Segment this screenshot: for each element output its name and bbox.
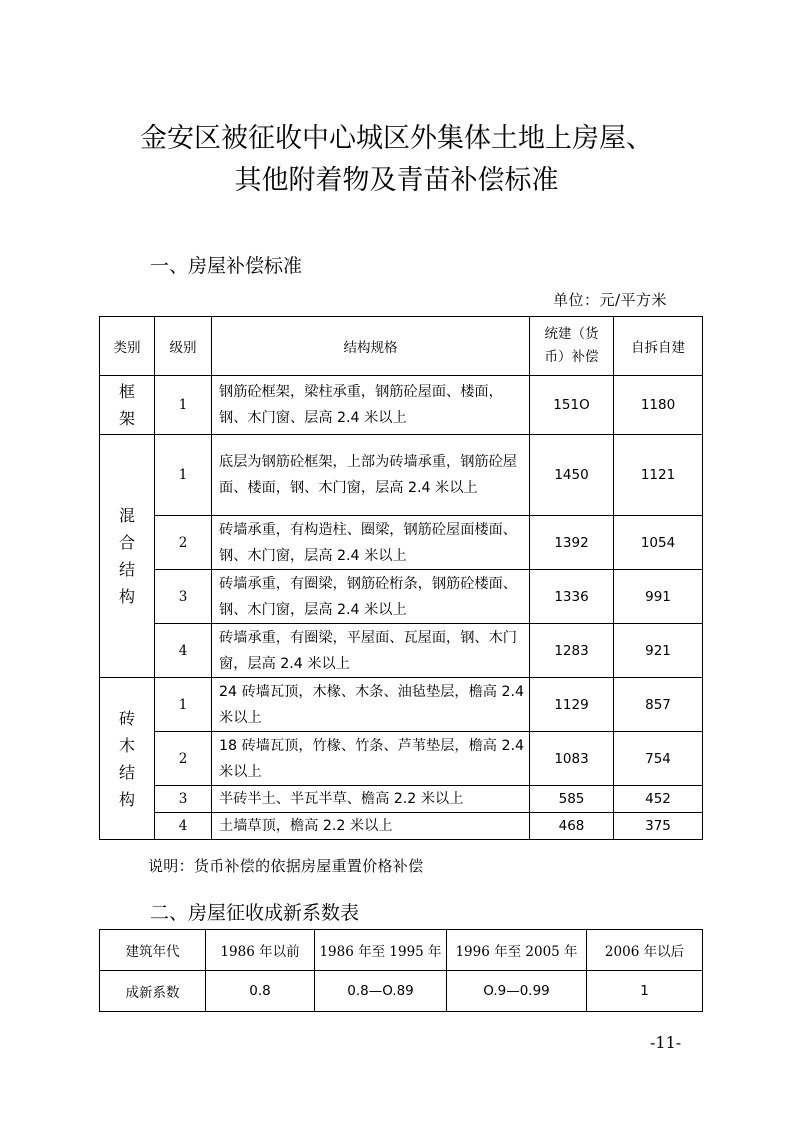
unified-value: 1336 <box>530 570 614 624</box>
level-cell: 1 <box>155 376 212 435</box>
spec-cell: 砖墙承重，有圈梁，平屋面、瓦屋面，钢、木门窗，层高 2.4 米以上 <box>212 624 530 678</box>
self-build-value: 1121 <box>614 435 703 516</box>
self-build-value: 1180 <box>614 376 703 435</box>
header-build-year: 建筑年代 <box>100 930 206 971</box>
table-row <box>100 516 703 570</box>
row-label-coefficient: 成新系数 <box>100 971 206 1012</box>
header-unified-line-1: 统建（货 <box>544 326 599 342</box>
spec-cell: 底层为钢筋砼框架，上部为砖墙承重，钢筋砼屋面、楼面，钢、木门窗，层高 2.4 米以上 <box>212 435 530 516</box>
header-category: 类别 <box>100 317 155 376</box>
category-char: 砖 <box>118 708 135 728</box>
title-line-1: 金安区被征收中心城区外集体土地上房屋、 <box>140 123 653 154</box>
level-cell: 3 <box>155 570 212 624</box>
coefficient-value: 0.8—O.89 <box>315 971 447 1012</box>
category-char: 框 <box>118 382 135 401</box>
page-number: -11- <box>650 1033 682 1052</box>
unified-value: 1450 <box>530 435 614 516</box>
category-char: 构 <box>118 789 135 809</box>
spec-cell: 钢筋砼框架，梁柱承重，钢筋砼屋面、楼面，钢、木门窗、层高 2.4 米以上 <box>212 376 530 435</box>
section2-heading: 二、房屋征收成新系数表 <box>150 902 360 924</box>
table-row <box>100 624 703 678</box>
category-brick-wood <box>100 678 155 840</box>
level-cell: 2 <box>155 516 212 570</box>
title-line-2: 其他附着物及青苗补偿标准 <box>234 165 559 196</box>
document-title <box>0 118 793 202</box>
spec-cell: 土墙草顶，檐高 2.2 米以上 <box>212 813 530 840</box>
coefficient-value: O.9—0.99 <box>447 971 587 1012</box>
level-cell: 3 <box>155 786 212 813</box>
table-row <box>100 678 703 732</box>
year-cell: 1996 年至 2005 年 <box>447 930 587 971</box>
self-build-value: 857 <box>614 678 703 732</box>
unified-value: 151O <box>530 376 614 435</box>
note-text: 说明：货币补偿的依据房屋重置价格补偿 <box>148 857 424 875</box>
coefficient-value: 1 <box>587 971 703 1012</box>
unified-value: 585 <box>530 786 614 813</box>
header-level: 级别 <box>155 317 212 376</box>
table-row <box>100 813 703 840</box>
unified-value: 1392 <box>530 516 614 570</box>
spec-cell: 24 砖墙瓦顶，木椽、木条、油毡垫层，檐高 2.4 米以上 <box>212 678 530 732</box>
unified-value: 468 <box>530 813 614 840</box>
level-cell: 4 <box>155 624 212 678</box>
header-self-build: 自拆自建 <box>614 317 703 376</box>
category-char: 架 <box>118 409 135 428</box>
year-cell: 1986 年至 1995 年 <box>315 930 447 971</box>
category-frame <box>100 376 155 435</box>
self-build-value: 991 <box>614 570 703 624</box>
header-unified-line-2: 币）补偿 <box>544 349 599 365</box>
table-row <box>100 732 703 786</box>
category-char: 构 <box>118 587 135 606</box>
category-char: 木 <box>118 735 135 755</box>
table-row <box>100 570 703 624</box>
table-row <box>100 435 703 516</box>
spec-cell: 半砖半土、半瓦半草、檐高 2.2 米以上 <box>212 786 530 813</box>
depreciation-coefficient-table <box>99 929 703 1012</box>
spec-cell: 砖墙承重，有构造柱、圈梁，钢筋砼屋面楼面、钢、木门窗，层高 2.4 米以上 <box>212 516 530 570</box>
table-row <box>100 930 703 971</box>
year-cell: 1986 年以前 <box>206 930 315 971</box>
self-build-value: 921 <box>614 624 703 678</box>
unified-value: 1283 <box>530 624 614 678</box>
table-row <box>100 786 703 813</box>
self-build-value: 375 <box>614 813 703 840</box>
level-cell: 1 <box>155 678 212 732</box>
spec-cell: 砖墙承重，有圈梁，钢筋砼桁条，钢筋砼楼面、钢、木门窗，层高 2.4 米以上 <box>212 570 530 624</box>
header-unified <box>530 317 614 376</box>
self-build-value: 1054 <box>614 516 703 570</box>
table-row <box>100 376 703 435</box>
category-char: 合 <box>118 533 135 552</box>
category-char: 结 <box>118 560 135 579</box>
section1-heading: 一、房屋补偿标准 <box>150 255 303 277</box>
year-cell: 2006 年以后 <box>587 930 703 971</box>
table-row <box>100 971 703 1012</box>
unit-label: 单位：元/平方米 <box>553 291 668 309</box>
category-char: 结 <box>118 762 135 782</box>
unified-value: 1129 <box>530 678 614 732</box>
spec-cell: 18 砖墙瓦顶，竹椽、竹条、芦苇垫层，檐高 2.4 米以上 <box>212 732 530 786</box>
category-mixed <box>100 435 155 678</box>
self-build-value: 754 <box>614 732 703 786</box>
table-header-row <box>100 317 703 376</box>
self-build-value: 452 <box>614 786 703 813</box>
level-cell: 2 <box>155 732 212 786</box>
coefficient-value: 0.8 <box>206 971 315 1012</box>
unified-value: 1083 <box>530 732 614 786</box>
level-cell: 4 <box>155 813 212 840</box>
house-compensation-table <box>99 316 703 840</box>
level-cell: 1 <box>155 435 212 516</box>
header-spec: 结构规格 <box>212 317 530 376</box>
category-char: 混 <box>118 506 135 525</box>
